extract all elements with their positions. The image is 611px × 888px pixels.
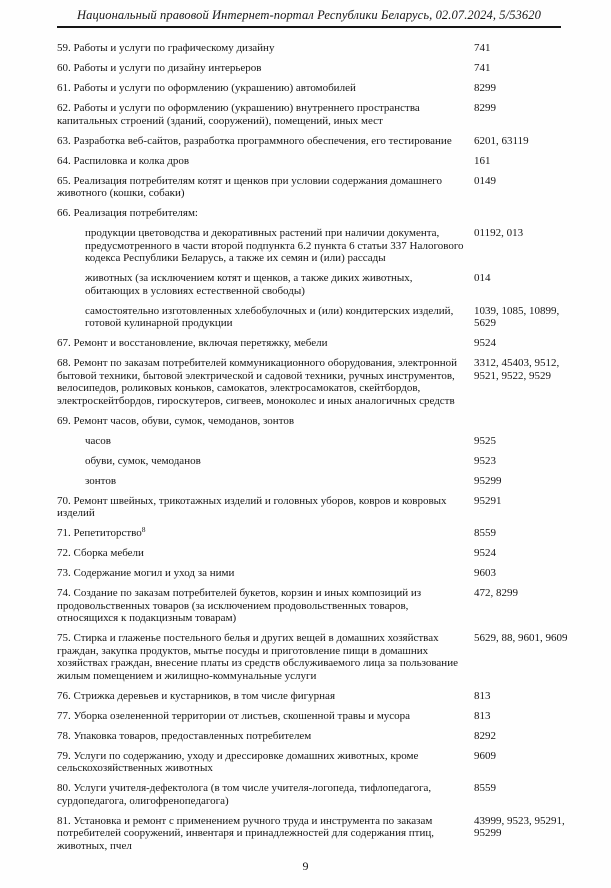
list-item xyxy=(57,567,561,580)
service-code: 8292 xyxy=(474,729,496,742)
service-code: 95291 xyxy=(474,494,502,507)
service-code: 3312, 45403, 9512, 9521, 9522, 9529 xyxy=(474,357,560,382)
service-description: 70. Ремонт швейных, трикотажных изделий и головных уборов, ковров и ковровых изделий xyxy=(57,494,447,519)
page-header xyxy=(57,8,561,28)
service-description: 66. Реализация потребителям: xyxy=(57,207,198,219)
service-description: 61. Работы и услуги по оформлению (украшению) автомобилей xyxy=(57,82,356,94)
list-item xyxy=(57,435,561,448)
list-item xyxy=(57,495,561,520)
service-description: 75. Стирка и глаженье постельного белья и других вещей в домашних хозяйствах граждан, закупка продуктов, мытье посуды и приготовление пищи в домашних хозяйствах граждан, внесение платы из средств обслуживаемого лица за пользование жилым помещением и жилищно-коммунальные услуги xyxy=(57,632,458,682)
service-code: 95299 xyxy=(474,474,502,487)
service-description: 69. Ремонт часов, обуви, сумок, чемоданов, зонтов xyxy=(57,414,295,427)
service-description: 72. Сборка мебели xyxy=(57,547,144,559)
list-item xyxy=(57,305,561,330)
service-description: обуви, сумок, чемоданов xyxy=(85,454,201,467)
list-item xyxy=(57,337,561,350)
service-code: 8559 xyxy=(474,527,496,539)
service-code: 741 xyxy=(474,62,491,74)
list-item xyxy=(57,357,561,407)
service-code: 9609 xyxy=(474,749,496,762)
service-code: 9603 xyxy=(474,567,496,579)
service-code: 1039, 1085, 10899, 5629 xyxy=(474,304,560,329)
page-number: 9 xyxy=(302,859,309,873)
service-code: 6201, 63119 xyxy=(474,134,529,147)
list-item xyxy=(57,82,561,95)
list-item xyxy=(57,475,561,488)
list-item xyxy=(57,155,561,168)
portal-header-title: Национальный правовой Интернет-портал Республики Беларусь, 02.07.2024, 5/53620 xyxy=(77,8,541,22)
service-description: продукции цветоводства и декоративных растений при наличии документа, предусмотренного в части второй подпункта 6.2 пункта 6 статьи 337 Налогового кодекса Республики Беларусь, а также их семян и (или) рассады xyxy=(85,227,464,264)
list-item xyxy=(57,455,561,468)
service-code: 43999, 9523, 95291, 95299 xyxy=(474,814,565,839)
page-footer xyxy=(0,859,611,874)
list-item xyxy=(57,730,561,743)
list-item xyxy=(57,207,561,220)
list-item xyxy=(57,227,561,265)
service-description: 64. Распиловка и колка дров xyxy=(57,154,190,167)
service-code: 8299 xyxy=(474,82,496,94)
service-description: животных (за исключением котят и щенков, а также диких животных, обитающих в условиях естественной свободы) xyxy=(85,272,413,297)
service-code: 161 xyxy=(474,154,491,167)
service-description: 74. Создание по заказам потребителей букетов, корзин и иных композиций из продовольственных товаров (за исключением продовольственных товаров, относящихся к подакцизным товарам) xyxy=(57,587,422,624)
list-item xyxy=(57,135,561,148)
service-code: 472, 8299 xyxy=(474,587,518,599)
service-code: 813 xyxy=(474,709,491,722)
list-item xyxy=(57,587,561,625)
service-code: 9523 xyxy=(474,454,496,467)
list-item xyxy=(57,547,561,560)
service-description: 67. Ремонт и восстановление, включая перетяжку, мебели xyxy=(57,337,328,349)
footnote-marker: 8 xyxy=(141,525,146,534)
service-code: 8299 xyxy=(474,102,496,114)
service-code: 813 xyxy=(474,689,491,702)
list-item xyxy=(57,102,561,127)
service-description: 62. Работы и услуги по оформлению (украшению) внутреннего пространства капитальных строений (зданий, сооружений), помещений, иных мест xyxy=(57,102,420,127)
service-description: 76. Стрижка деревьев и кустарников, в том числе фигурная xyxy=(57,689,335,702)
service-code: 8559 xyxy=(474,782,496,794)
list-item xyxy=(57,632,568,682)
service-description: часов xyxy=(85,434,111,447)
service-code: 0149 xyxy=(474,174,496,187)
services-list xyxy=(57,42,568,852)
service-code: 741 xyxy=(474,42,491,54)
list-item xyxy=(57,62,561,75)
service-description: 79. Услуги по содержанию, уходу и дрессировке домашних животных, кроме сельскохозяйственных животных xyxy=(57,749,419,774)
list-item xyxy=(57,690,561,703)
list-item xyxy=(57,527,561,540)
list-item xyxy=(57,415,561,428)
service-description: 80. Услуги учителя-дефектолога (в том числе учителя-логопеда, тифлопедагога, сурдопедагога, олигофренопедагога) xyxy=(57,782,432,807)
service-description: 60. Работы и услуги по дизайну интерьеров xyxy=(57,62,262,74)
service-description: 81. Установка и ремонт с применением ручного труда и инструмента по заказам потребителей сооружений, инвентаря и принадлежностей для содержания птиц, животных, пчел xyxy=(57,814,434,852)
service-description: 73. Содержание могил и уход за ними xyxy=(57,567,235,579)
service-description: 71. Репетиторство$^8$ xyxy=(57,525,146,539)
list-item xyxy=(57,814,565,853)
service-description: 65. Реализация потребителям котят и щенков при условии содержания домашнего животного (кошки, собаки) xyxy=(57,174,443,199)
list-item xyxy=(57,272,561,297)
service-description: 77. Уборка озелененной территории от листьев, скошенной травы и мусора xyxy=(57,709,411,722)
service-code: 9524 xyxy=(474,337,496,349)
service-description: 59. Работы и услуги по графическому дизайну xyxy=(57,42,275,54)
list-item xyxy=(57,750,561,775)
service-description: 78. Упаковка товаров, предоставленных потребителем xyxy=(57,729,312,742)
service-code: 014 xyxy=(474,272,491,284)
service-code: 9524 xyxy=(474,547,496,559)
service-description: зонтов xyxy=(85,474,117,487)
service-description: 68. Ремонт по заказам потребителей коммуникационного оборудования, электронной бытовой техники, бытовой электрической и садовой техники, ручных инструментов, велосипедов, роликовых коньков, самокатов, электросамокатов, скейтбордов, электроскейтбордов, гироскутеров, сигвеев, моноколес и иных аналогичных средств xyxy=(57,357,458,407)
service-code: 9525 xyxy=(474,434,496,447)
list-item xyxy=(57,42,561,55)
service-code: 01192, 013 xyxy=(474,227,524,239)
service-description: самостоятельно изготовленных хлебобулочных и (или) кондитерских изделий, готовой кулинарной продукции xyxy=(85,304,454,329)
list-item xyxy=(57,175,561,200)
service-description: 63. Разработка веб-сайтов, разработка программного обеспечения, его тестирование xyxy=(57,134,452,147)
list-item xyxy=(57,710,561,723)
service-code: 5629, 88, 9601, 9609 xyxy=(474,632,568,644)
list-item xyxy=(57,782,561,807)
